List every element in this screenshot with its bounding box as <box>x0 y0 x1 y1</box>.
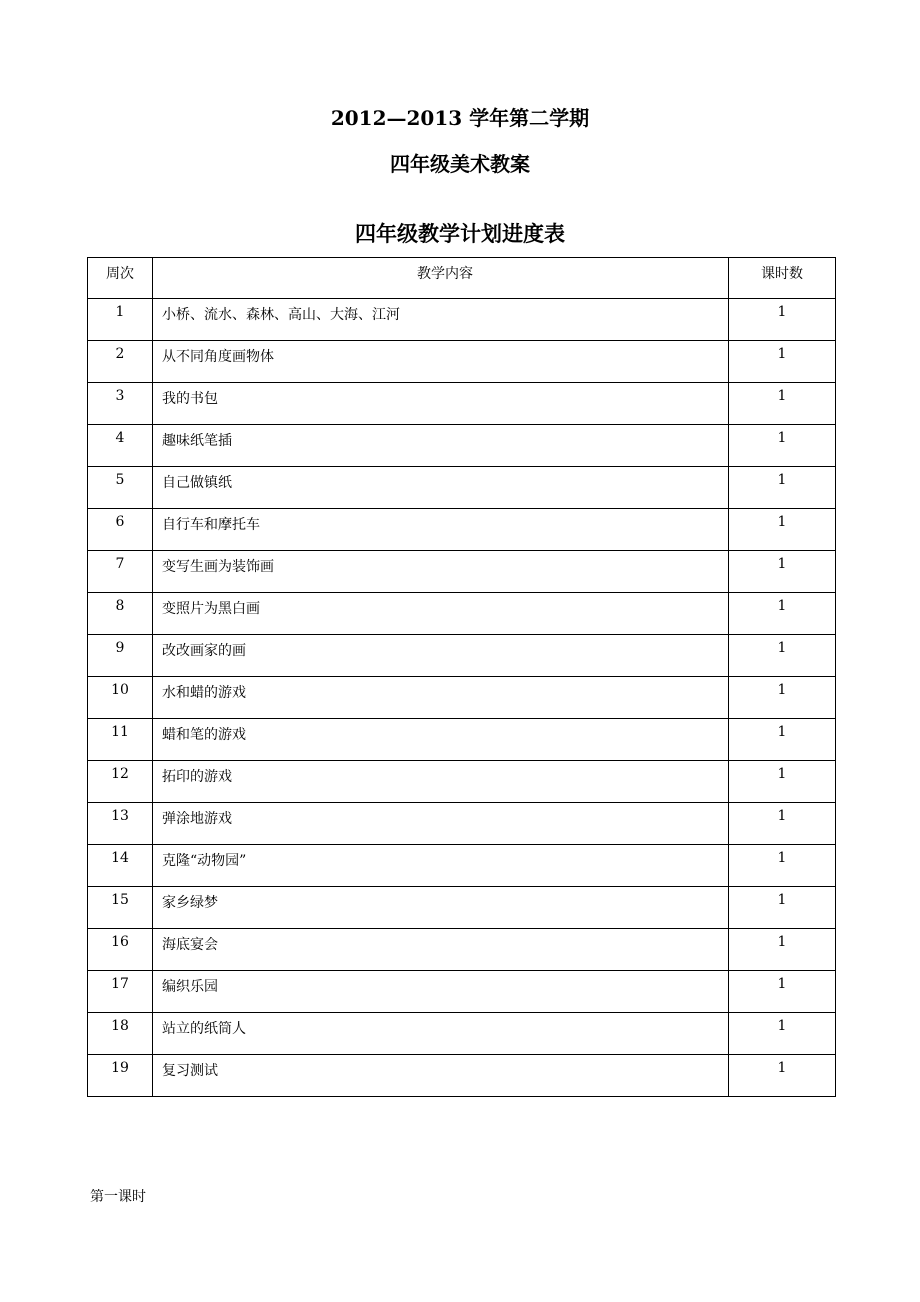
week-cell: 2 <box>88 341 153 383</box>
section-label: 第一课时 <box>90 1189 146 1205</box>
term-title: 2012—2013 学年第二学期 <box>330 106 590 130</box>
content-cell: 家乡绿梦 <box>153 887 729 929</box>
document-title: 四年级美术教案 <box>390 152 530 176</box>
header-content: 教学内容 <box>153 258 729 299</box>
table-row <box>88 341 836 383</box>
hours-cell: 1 <box>729 803 836 845</box>
week-cell: 18 <box>88 1013 153 1055</box>
hours-cell: 1 <box>729 1013 836 1055</box>
table-row <box>88 551 836 593</box>
table-row <box>88 299 836 341</box>
week-cell: 19 <box>88 1055 153 1097</box>
hours-cell: 1 <box>729 677 836 719</box>
hours-cell: 1 <box>729 299 836 341</box>
content-cell: 小桥、流水、森林、高山、大海、江河 <box>153 299 729 341</box>
table-row <box>88 1013 836 1055</box>
content-cell: 我的书包 <box>153 383 729 425</box>
content-cell: 站立的纸筒人 <box>153 1013 729 1055</box>
week-cell: 16 <box>88 929 153 971</box>
table-row <box>88 971 836 1013</box>
header-week: 周次 <box>88 258 153 299</box>
table-row <box>88 425 836 467</box>
table-row <box>88 509 836 551</box>
hours-cell: 1 <box>729 887 836 929</box>
content-cell: 克隆“动物园” <box>153 845 729 887</box>
hours-cell: 1 <box>729 551 836 593</box>
hours-cell: 1 <box>729 509 836 551</box>
table-row <box>88 719 836 761</box>
table-row <box>88 677 836 719</box>
week-cell: 3 <box>88 383 153 425</box>
hours-cell: 1 <box>729 593 836 635</box>
hours-cell: 1 <box>729 341 836 383</box>
content-cell: 拓印的游戏 <box>153 761 729 803</box>
content-cell: 趣味纸笔插 <box>153 425 729 467</box>
week-cell: 1 <box>88 299 153 341</box>
week-cell: 7 <box>88 551 153 593</box>
header-hours: 课时数 <box>729 258 836 299</box>
week-cell: 15 <box>88 887 153 929</box>
content-cell: 从不同角度画物体 <box>153 341 729 383</box>
table-row <box>88 383 836 425</box>
table-row <box>88 929 836 971</box>
hours-cell: 1 <box>729 635 836 677</box>
table-row <box>88 467 836 509</box>
week-cell: 4 <box>88 425 153 467</box>
hours-cell: 1 <box>729 1055 836 1097</box>
table-row <box>88 803 836 845</box>
table-row <box>88 593 836 635</box>
table-row <box>88 761 836 803</box>
content-cell: 复习测试 <box>153 1055 729 1097</box>
hours-cell: 1 <box>729 929 836 971</box>
table-row <box>88 635 836 677</box>
table-header-row <box>88 258 836 299</box>
hours-cell: 1 <box>729 971 836 1013</box>
content-cell: 变写生画为装饰画 <box>153 551 729 593</box>
hours-cell: 1 <box>729 719 836 761</box>
table-title: 四年级教学计划进度表 <box>355 221 565 246</box>
week-cell: 13 <box>88 803 153 845</box>
content-cell: 自行车和摩托车 <box>153 509 729 551</box>
teaching-plan-table <box>87 257 836 1097</box>
content-cell: 自己做镇纸 <box>153 467 729 509</box>
content-cell: 蜡和笔的游戏 <box>153 719 729 761</box>
week-cell: 9 <box>88 635 153 677</box>
content-cell: 改改画家的画 <box>153 635 729 677</box>
hours-cell: 1 <box>729 383 836 425</box>
week-cell: 12 <box>88 761 153 803</box>
week-cell: 17 <box>88 971 153 1013</box>
week-cell: 5 <box>88 467 153 509</box>
week-cell: 6 <box>88 509 153 551</box>
table-row <box>88 845 836 887</box>
content-cell: 编织乐园 <box>153 971 729 1013</box>
hours-cell: 1 <box>729 467 836 509</box>
table-row <box>88 887 836 929</box>
content-cell: 弹涂地游戏 <box>153 803 729 845</box>
week-cell: 10 <box>88 677 153 719</box>
hours-cell: 1 <box>729 845 836 887</box>
week-cell: 8 <box>88 593 153 635</box>
hours-cell: 1 <box>729 425 836 467</box>
content-cell: 水和蜡的游戏 <box>153 677 729 719</box>
table-row <box>88 1055 836 1097</box>
content-cell: 海底宴会 <box>153 929 729 971</box>
week-cell: 14 <box>88 845 153 887</box>
week-cell: 11 <box>88 719 153 761</box>
hours-cell: 1 <box>729 761 836 803</box>
content-cell: 变照片为黑白画 <box>153 593 729 635</box>
